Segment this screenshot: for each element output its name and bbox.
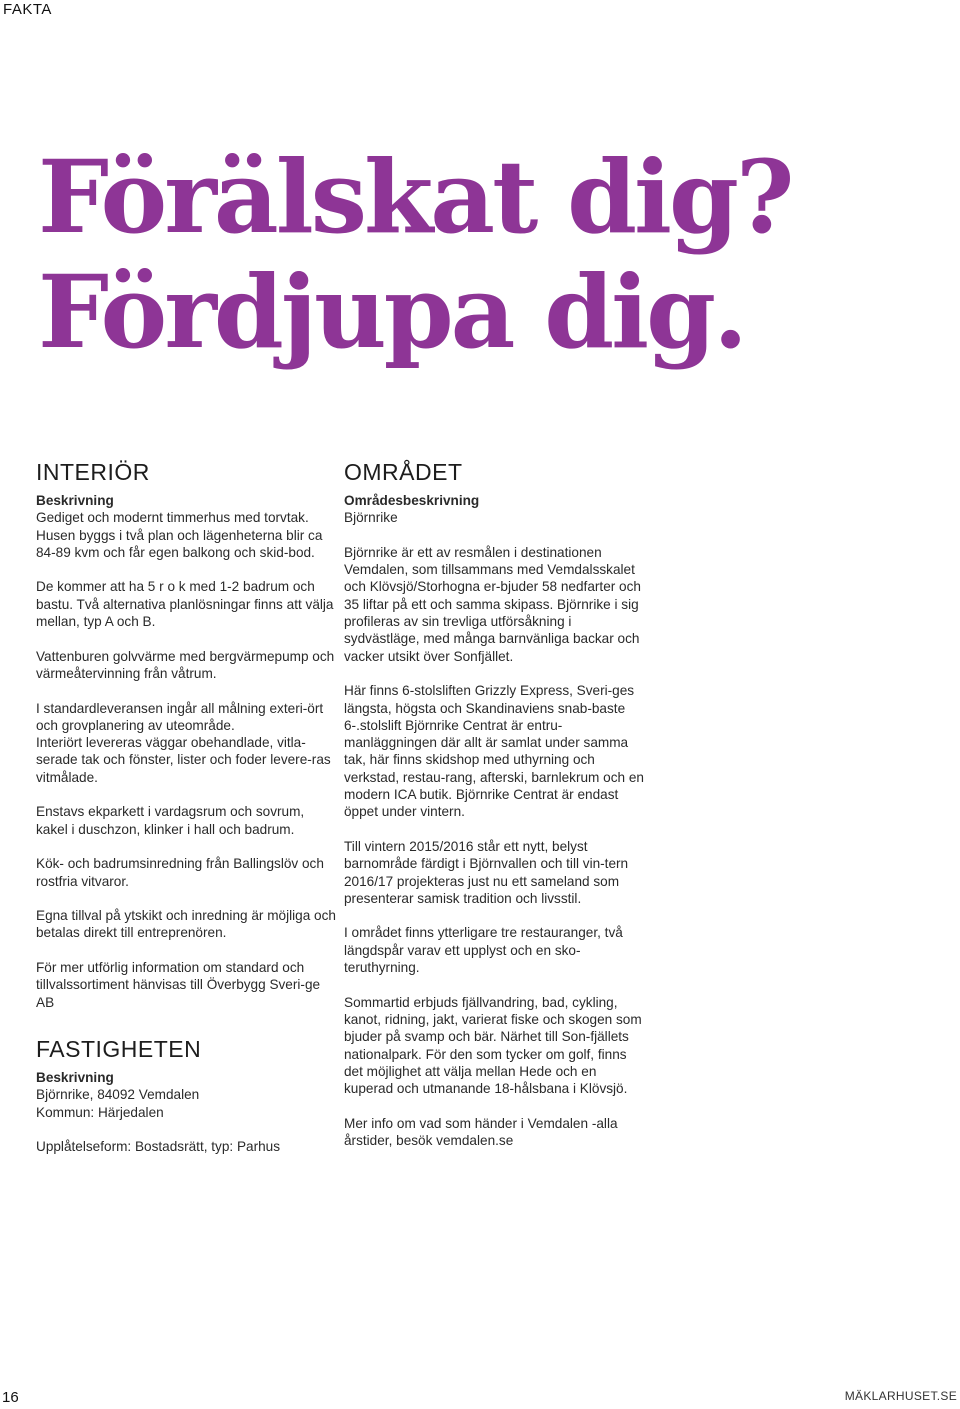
interior-paragraph: De kommer att ha 5 r o k med 1-2 badrum och bastu. Två alternativa planlösningar finns att välja mellan, typ A och B. — [36, 579, 334, 630]
property-heading: FASTIGHETEN — [36, 1035, 202, 1062]
area-subheading: Områdesbeskrivning — [344, 493, 480, 508]
interior-paragraph: Egna tillval på ytskikt och inredning är möjliga och betalas direkt till entreprenören. — [36, 908, 336, 941]
headline — [38, 140, 792, 370]
area-location: Björnrike — [344, 510, 398, 526]
interior-paragraph: För mer utförlig information om standard och tillvalssortiment hänvisas till Överbygg Sveri-ge AB — [36, 960, 321, 1010]
property-subheading: Beskrivning — [36, 1069, 114, 1085]
area-heading: OMRÅDET — [344, 459, 463, 485]
interior-paragraph: Gediget och modernt timmerhus med torvtak. Husen byggs i två plan och lägenheterna blir ca 84-89 kvm och får egen balkong och skid-bod. — [36, 510, 323, 560]
property-address: Björnrike, 84092 Vemdalen — [36, 1087, 200, 1103]
page-number: 16 — [2, 1389, 19, 1406]
interior-subheading: Beskrivning — [36, 493, 114, 508]
area-paragraph: Här finns 6-stolsliften Grizzly Express, Sveri-ges längsta, högsta och Skandinaviens snab-baste 6-.stolslift Björnrike Centrat är entru-manläggningen där allt är samlat under samma tak, här finns skidshop med uthyrning och verkstad, restau-rang, afterski, barnlekrum och en modern ICA butik. Björnrike Centrat är endast öppet under vintern. — [344, 683, 644, 820]
property-section — [36, 1035, 336, 1155]
headline-line-2: Fördjupa dig. — [38, 253, 745, 371]
section-tag: FAKTA — [3, 1, 52, 18]
area-paragraph: Björnrike är ett av resmålen i destinationen Vemdalen, som tillsammans med Vemdalsskalet och Klövsjö/Storhogna er-bjuder 58 nedfarter och 35 liftar på ett och samma skipass. Björnrike i sig profileras av sin trevliga utförsåkning i sydvästläge, med många barnvänliga backar och vacker utsikt över Sonfjället. — [344, 544, 641, 664]
interior-heading: INTERIÖR — [36, 459, 150, 485]
property-tenure: Upplåtelseform: Bostadsrätt, typ: Parhus — [36, 1139, 281, 1155]
area-paragraph: Sommartid erbjuds fjällvandring, bad, cykling, kanot, ridning, jakt, varierat fiske och skogen som bjuder på svamp och bär. Närhet till Son-fjällets nationalpark. För den som tycker om golf, finns det möjlighet att välja mellan Hede och en kuperad och utmanande 18-hålsbana i Klövsjö. — [344, 994, 642, 1097]
interior-paragraph: Interiört levereras väggar obehandlade, vitla-serade tak och fönster, lister och foder levere-ras vitmålade. — [36, 735, 331, 785]
area-section — [344, 458, 644, 1149]
left-column — [36, 458, 336, 1173]
interior-paragraph: Kök- och badrumsinredning från Ballingslöv och rostfria vitvaror. — [36, 856, 324, 889]
interior-paragraph: Enstavs ekparkett i vardagsrum och sovrum, kakel i duschzon, klinker i hall och badrum. — [36, 804, 305, 837]
interior-paragraph: Vattenburen golvvärme med bergvärmepump och värmeåtervinning från våtrum. — [36, 648, 335, 681]
area-paragraph: I området finns ytterligare tre restauranger, två längdspår varav ett upplyst och en sko-teruthyrning. — [344, 925, 623, 976]
site-url: MÄKLARHUSET.SE — [844, 1389, 957, 1403]
property-municipality: Kommun: Härjedalen — [36, 1104, 164, 1120]
headline-line-1: Förälskat dig? — [38, 138, 792, 256]
interior-paragraph: I standardleveransen ingår all målning exteri-ört och grovplanering av uteområde. — [36, 700, 324, 733]
area-paragraph: Mer info om vad som händer i Vemdalen -alla årstider, besök vemdalen.se — [344, 1115, 618, 1148]
interior-section — [36, 458, 336, 1011]
right-column — [344, 458, 644, 1167]
area-paragraph: Till vintern 2015/2016 står ett nytt, belyst barnområde färdigt i Björnvallen och till vin-tern 2016/17 projekteras just nu ett sameland som presenterar samisk tradition och livsstil. — [344, 838, 629, 906]
